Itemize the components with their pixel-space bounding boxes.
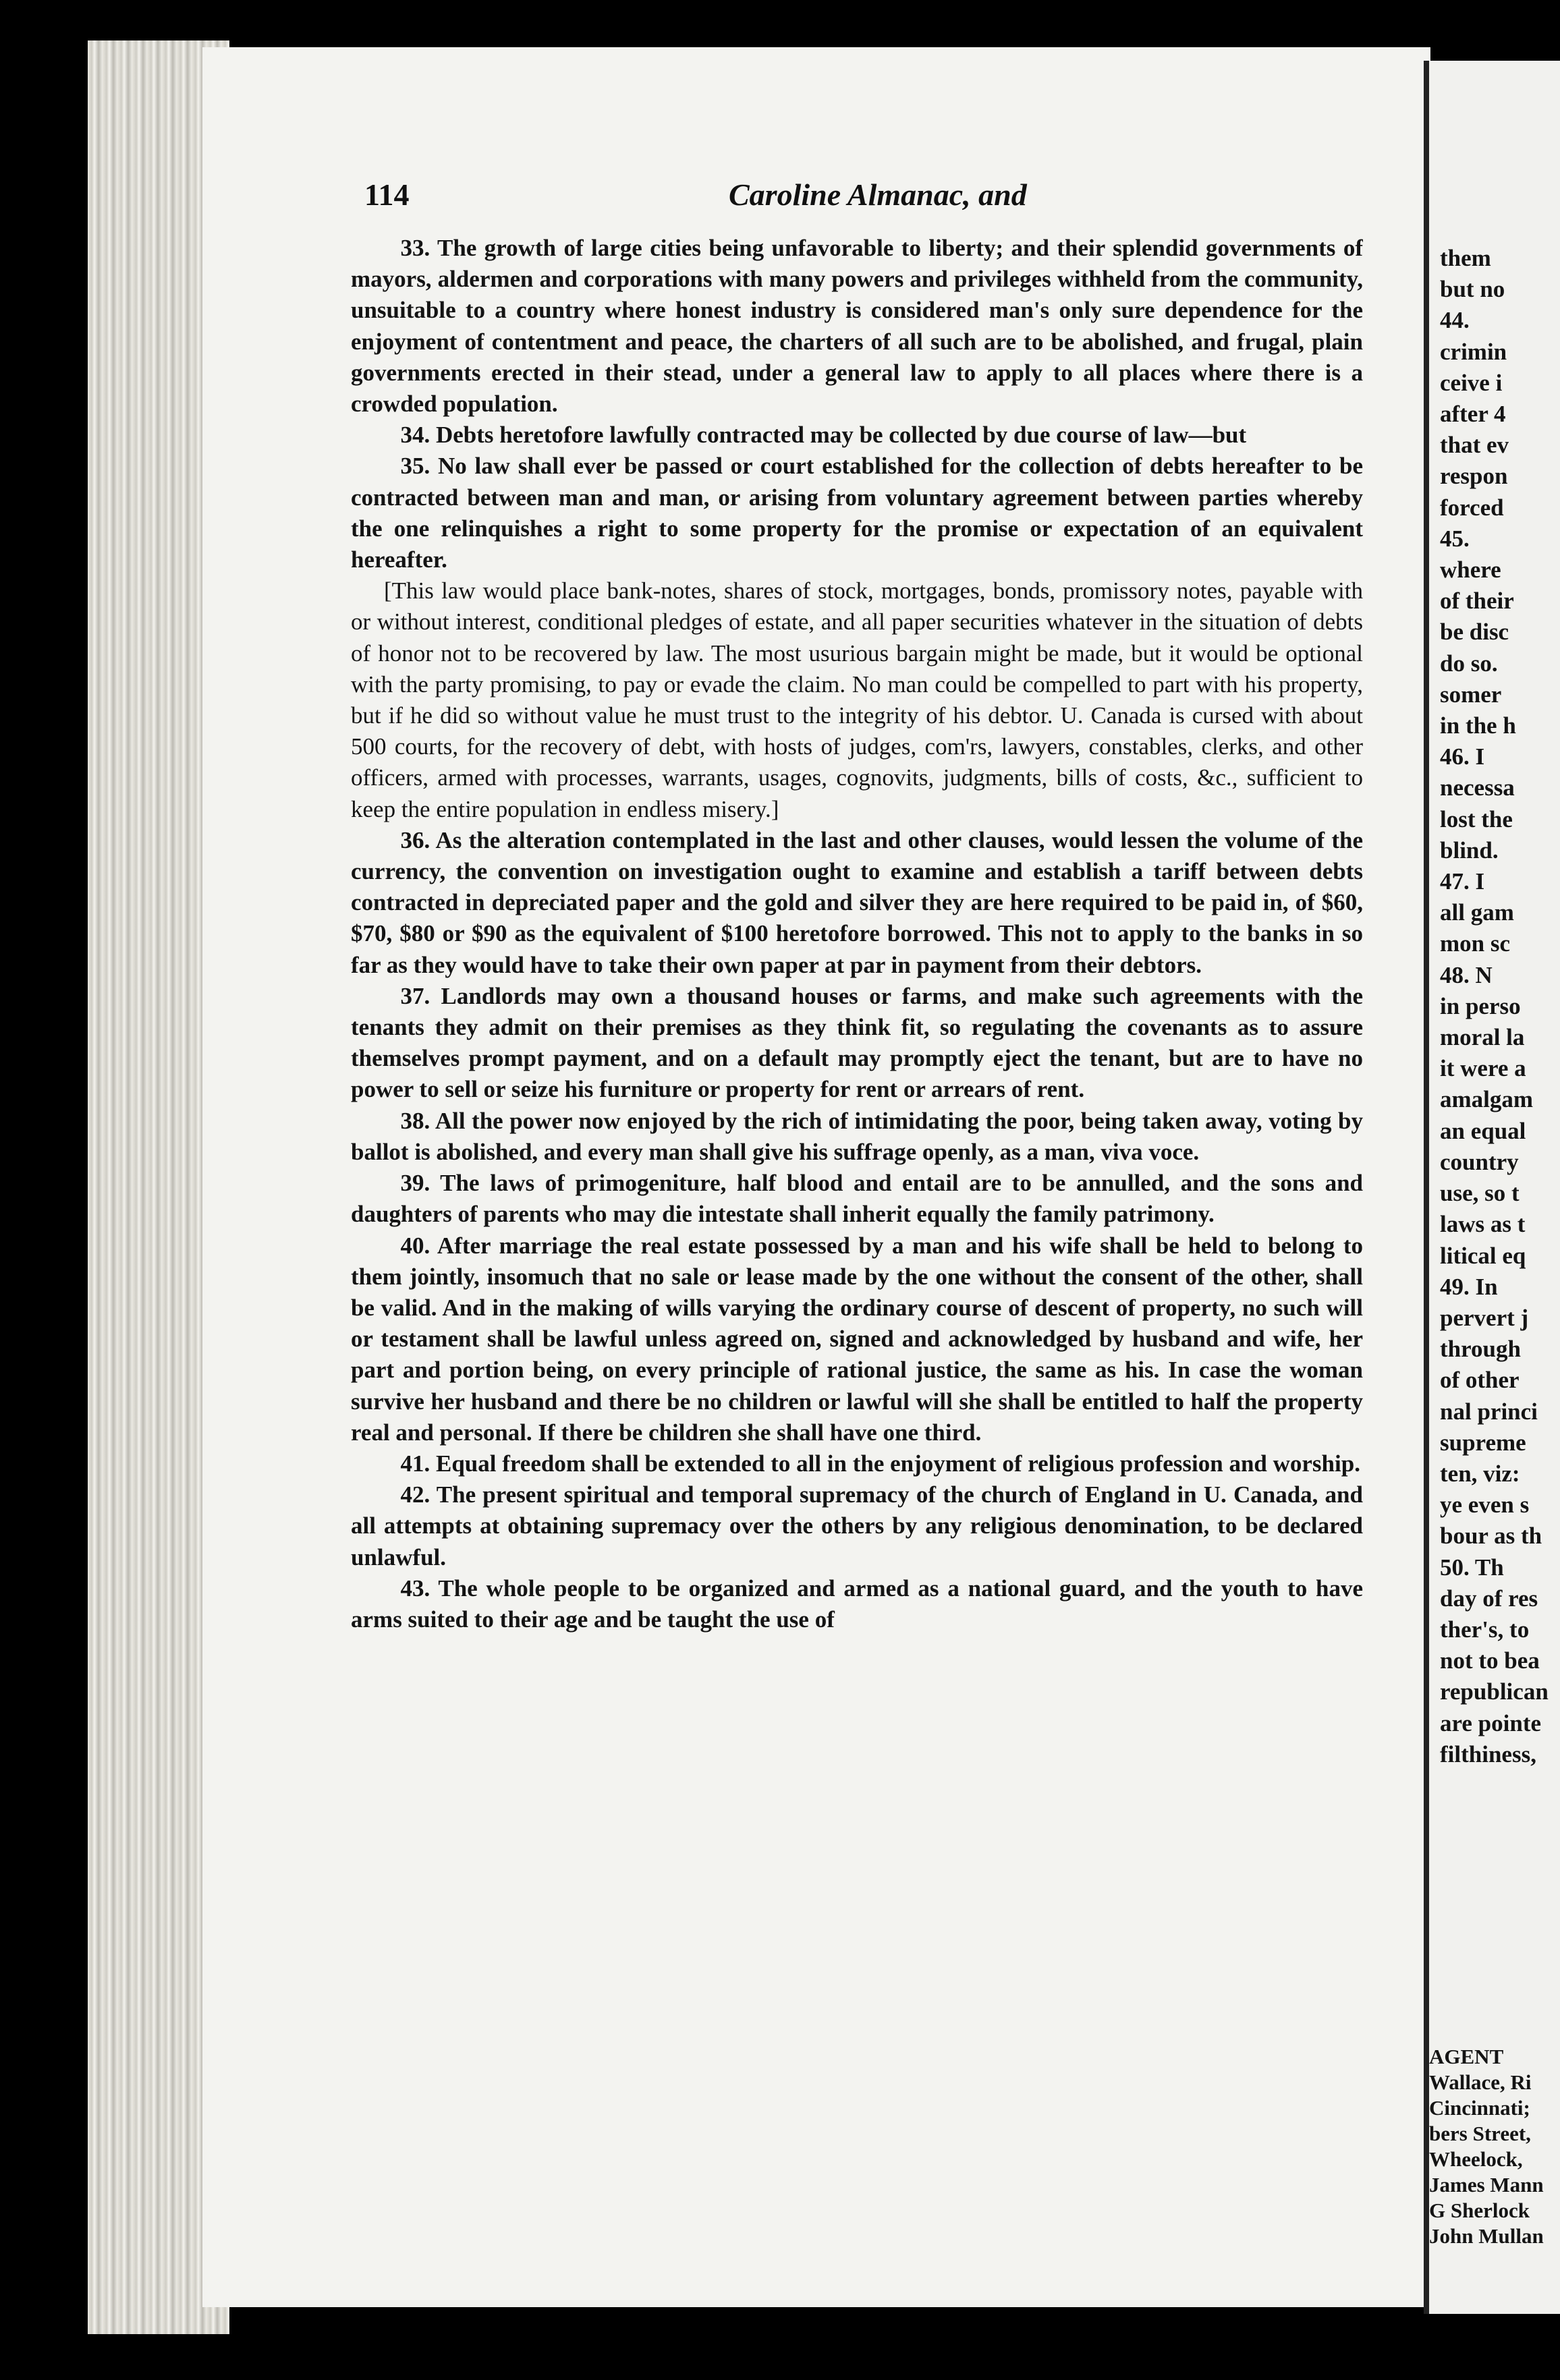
paragraph-43: 43. The whole people to be organized and armed as a national guard, and the youth to have arms suited to their age and be taught the use of <box>351 1575 1363 1633</box>
right-page-line: respon <box>1440 463 1508 490</box>
right-page-line: 46. I <box>1440 743 1485 770</box>
right-page-line: bour as th <box>1440 1523 1542 1550</box>
agent-line: bers Street, <box>1429 2122 1531 2145</box>
right-page-line: are pointe <box>1440 1709 1542 1736</box>
right-page-line: after 4 <box>1440 401 1506 428</box>
right-page-line: an equal <box>1440 1117 1526 1144</box>
running-title: Caroline Almanac, and <box>729 177 1027 212</box>
paragraph-35: 35. No law shall ever be passed or court established for the collection of debts hereafter to be contracted between man and man, or arising from voluntary agreement between parties whereby the one relinquishes a right to some property for the promise or expectation of an equivalent hereafter. <box>351 453 1363 573</box>
right-page-line: laws as t <box>1440 1211 1526 1238</box>
right-page-line: 48. N <box>1440 961 1493 988</box>
right-page-line: somer <box>1440 681 1502 708</box>
agent-line: G Sherlock <box>1429 2199 1530 2222</box>
paragraph-38: 38. All the power now enjoyed by the rich of intimidating the poor, being taken away, voting by ballot is abolished, and every man shall give his suffrage openly, as a man, viva voce. <box>351 1107 1363 1165</box>
right-page-line: lost the <box>1440 805 1513 832</box>
right-page-line: ther's, to <box>1440 1616 1530 1643</box>
agent-line: Wallace, Ri <box>1429 2070 1532 2094</box>
right-page-line: forced <box>1440 494 1504 521</box>
paragraph-41: 41. Equal freedom shall be extended to all in the enjoyment of religious profession and worship. <box>400 1450 1360 1477</box>
right-page-line: filthiness, <box>1440 1740 1536 1767</box>
right-page-text <box>1440 243 1560 1770</box>
page-header <box>364 177 1363 224</box>
right-page-line: use, so t <box>1440 1180 1520 1207</box>
paragraph-33: 33. The growth of large cities being unfavorable to liberty; and their splendid governments of mayors, aldermen and corporations with many powers and privileges withheld from the community, unsuitable to a country where honest industry is considered man's only sure dependence for the enjoyment of contentment and peace, the charters of all such are to be abolished, and frugal, plain governments erected in their stead, under a general law to apply to all places where there is a crowded population. <box>351 235 1363 418</box>
right-page-line: nal princi <box>1440 1398 1538 1425</box>
agent-line: Wheelock, <box>1429 2147 1523 2171</box>
right-page-line: 45. <box>1440 525 1470 552</box>
agent-line: AGENT <box>1429 2045 1504 2068</box>
right-page-line: supreme <box>1440 1429 1526 1456</box>
right-page-fragment <box>1424 61 1560 2314</box>
right-page-line: of their <box>1440 588 1514 615</box>
bracketed-note: [This law would place bank-notes, shares of stock, mortgages, bonds, promissory notes, payable with or without interest, conditional pledges of estate, and all paper securities whatever in the situation of debts of honor not to be recovered by law. The most usurious bargain might be made, but it would be optional with the party promising, to pay or evade the claim. No man could be compelled to part with his property, but if he did so without value he must trust to the integrity of his debtor. U. Canada is cursed with about 500 courts, for the recovery of debt, with hosts of judges, com'rs, lawyers, constables, clerks, and other officers, armed with processes, warrants, usages, cognovits, judgments, bills of costs, &c., sufficient to keep the entire population in endless misery.] <box>351 577 1363 822</box>
right-page-line: 47. I <box>1440 868 1485 895</box>
right-page-line: of other <box>1440 1367 1520 1394</box>
page-number: 114 <box>364 177 410 212</box>
right-page-line: country <box>1440 1148 1519 1175</box>
right-page-line: where <box>1440 557 1501 584</box>
body-text <box>351 233 1363 2243</box>
paragraph-34: 34. Debts heretofore lawfully contracted may be collected by due course of law—but <box>400 422 1247 449</box>
agent-line: Cincinnati; <box>1429 2096 1530 2120</box>
agents-list <box>1429 2044 1560 2249</box>
paragraph-40: 40. After marriage the real estate possessed by a man and his wife shall be held to belong to them jointly, insomuch that no sale or lease made by the one without the consent of the other, shall be valid. And in the making of wills varying the ordinary course of descent of property, no such will or testament shall be lawful unless agreed on, signed and acknowledged by husband and wife, her part and portion being, on every principle of rational justice, the same as his. In case the woman survive her husband and there be no children or lawful will she shall be entitled to half the property real and personal. If there be children she shall have one third. <box>351 1232 1363 1446</box>
right-page-line: that ev <box>1440 432 1509 459</box>
right-page-line: all gam <box>1440 899 1514 926</box>
right-page-line: litical eq <box>1440 1242 1526 1269</box>
agent-line: James Mann <box>1429 2173 1544 2197</box>
right-page-line: 49. In <box>1440 1273 1498 1300</box>
right-page-line: it were a <box>1440 1055 1526 1082</box>
right-page-line: moral la <box>1440 1024 1525 1051</box>
right-page-line: ceive i <box>1440 369 1503 396</box>
right-page-line: republican <box>1440 1678 1549 1705</box>
right-page-line: crimin <box>1440 338 1507 365</box>
agent-line: John Mullan <box>1429 2224 1544 2248</box>
paragraph-36: 36. As the alteration contemplated in the last and other clauses, would lessen the volume of the currency, the convention on investigation ought to examine and establish a tariff between debts contracted in depreciated paper and the gold and silver they are here required to be paid in, of $60, $70, $80 or $90 as the equivalent of $100 heretofore borrowed. This not to apply to the banks in so far as they would have to take their own paper at par in payment from their debtors. <box>351 826 1363 978</box>
right-page-line: through <box>1440 1336 1521 1363</box>
right-page-line: in perso <box>1440 992 1521 1019</box>
right-page-line: not to bea <box>1440 1647 1540 1674</box>
right-page-line: necessa <box>1440 774 1515 801</box>
right-page-line: them <box>1440 245 1491 271</box>
paragraph-39: 39. The laws of primogeniture, half blood and entail are to be annulled, and the sons and daughters of parents who may die intestate shall inherit equally the family patrimony. <box>351 1170 1363 1228</box>
right-page-line: blind. <box>1440 837 1499 863</box>
right-page-line: but no <box>1440 276 1505 303</box>
paragraph-37: 37. Landlords may own a thousand houses or farms, and make such agreements with the tenants they admit on their premises as they think fit, so regulating the covenants as to assure themselves prompt payment, and on a default may promptly eject the tenant, but are to have no power to sell or seize his furniture or property for rent or arrears of rent. <box>351 982 1363 1103</box>
right-page-line: in the h <box>1440 712 1516 739</box>
right-page-line: amalgam <box>1440 1086 1534 1113</box>
right-page-line: mon sc <box>1440 930 1511 957</box>
right-page-line: do so. <box>1440 650 1498 677</box>
right-page-line: be disc <box>1440 619 1509 646</box>
right-page-line: 50. Th <box>1440 1554 1504 1581</box>
right-page-line: ten, viz: <box>1440 1460 1520 1487</box>
right-page-line: day of res <box>1440 1585 1538 1612</box>
right-page-line: pervert j <box>1440 1304 1529 1331</box>
paragraph-42: 42. The present spiritual and temporal supremacy of the church of England in U. Canada, and all attempts at obtaining supremacy over the others by any religious denomination, to be declared unlawful. <box>351 1481 1363 1570</box>
right-page-line: 44. <box>1440 307 1470 334</box>
right-page-line: ye even s <box>1440 1492 1530 1519</box>
